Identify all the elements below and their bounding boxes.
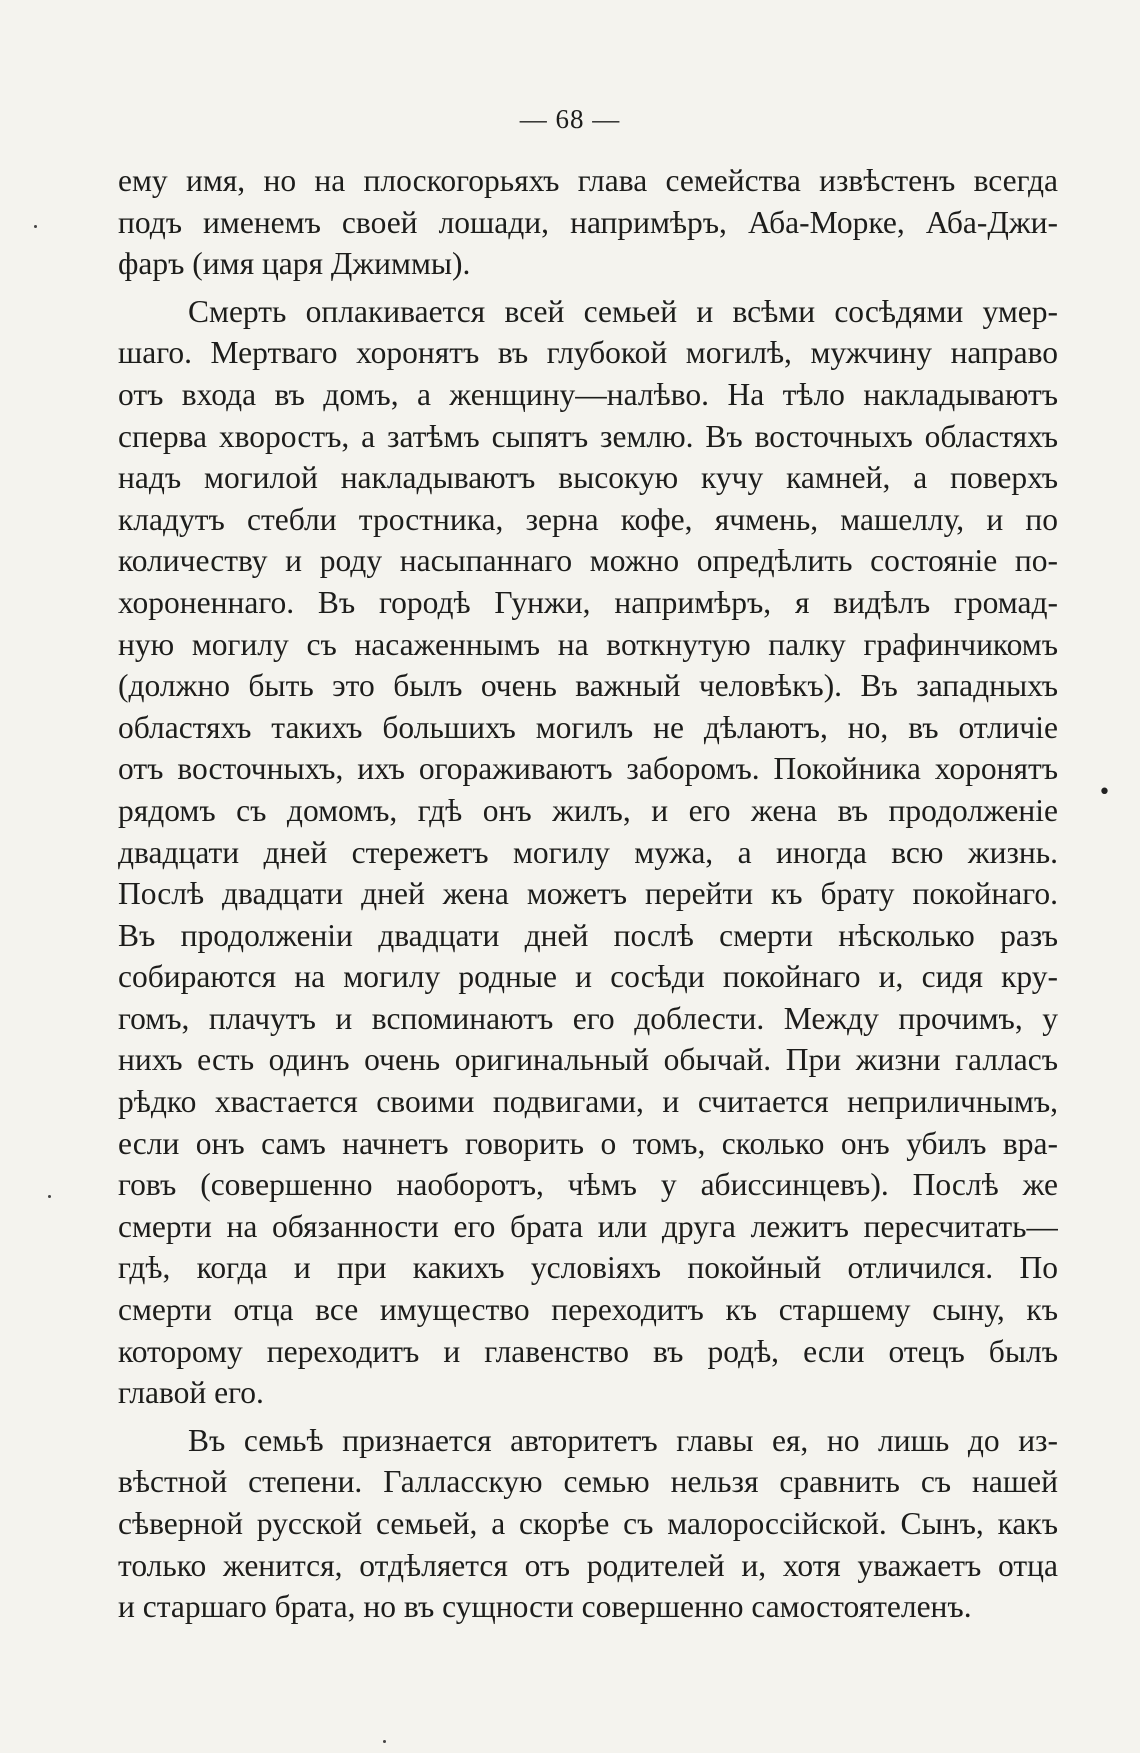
text-line: собираются на могилу родные и сосѣди покойнаго и, сидя кру-: [118, 959, 1058, 995]
text-line: сперва хворостъ, а затѣмъ сыпятъ землю. Въ восточныхъ областяхъ: [118, 418, 1058, 454]
text-line: рѣдко хвастается своими подвигами, и считается неприличнымъ,: [118, 1084, 1058, 1120]
text-line: областяхъ такихъ большихъ могилъ не дѣлаютъ, но, въ отличіе: [118, 709, 1058, 745]
text-line: (должно быть это былъ очень важный человѣкъ). Въ западныхъ: [118, 668, 1058, 704]
text-line: Въ продолженіи двадцати дней послѣ смерти нѣсколько разъ: [118, 917, 1058, 953]
text-line: кладутъ стебли тростника, зерна кофе, ячмень, машеллу, и по: [118, 501, 1058, 537]
text-line: гомъ, плачутъ и вспоминаютъ его доблести. Между прочимъ, у: [118, 1000, 1058, 1036]
text-line: нихъ есть одинъ очень оригинальный обычай. При жизни галласъ: [118, 1042, 1058, 1078]
text-line: хороненнаго. Въ городѣ Гунжи, напримѣръ, я видѣлъ громад-: [118, 584, 1058, 620]
text-line: только женится, отдѣляется отъ родителей и, хотя уважаетъ отца: [118, 1547, 1058, 1583]
text-line: Смерть оплакивается всей семьей и всѣми сосѣдями умер-: [188, 293, 1058, 329]
text-line: главой его.: [118, 1375, 264, 1411]
text-line: которому переходитъ и главенство въ родѣ, если отецъ былъ: [118, 1333, 1058, 1369]
text-line: двадцати дней стережетъ могилу мужа, а иногда всю жизнь.: [118, 834, 1058, 870]
paragraph: [118, 291, 1058, 1414]
text-line: ему имя, но на плоскогорьяхъ глава семейства извѣстенъ всегда: [118, 163, 1058, 198]
page-number: — 68 —: [519, 104, 621, 134]
paragraph: [118, 160, 1058, 285]
dust-speck: [383, 1740, 386, 1743]
text-line: сѣверной русской семьей, а скорѣе съ малороссійской. Сынъ, какъ: [118, 1506, 1058, 1541]
text-line: если онъ самъ начнетъ говорить о томъ, сколько онъ убилъ вра-: [118, 1125, 1058, 1161]
text-line: говъ (совершенно наоборотъ, чѣмъ у абиссинцевъ). Послѣ же: [118, 1167, 1058, 1203]
text-line: фаръ (имя царя Джиммы).: [118, 246, 471, 282]
text-line: подъ именемъ своей лошади, напримѣръ, Аба-Морке, Аба-Джи-: [118, 204, 1058, 240]
text-line: гдѣ, когда и при какихъ условіяхъ покойный отличился. По: [118, 1250, 1058, 1286]
text-line: вѣстной степени. Галласскую семью нельзя сравнить съ нашей: [118, 1464, 1058, 1500]
text-line: ную могилу съ насаженнымъ на воткнутую палку графинчикомъ: [118, 626, 1058, 662]
body-text: [118, 160, 1058, 1628]
paragraph: [118, 1420, 1058, 1628]
text-line: Въ семьѣ признается авторитетъ главы ея, но лишь до из-: [188, 1422, 1058, 1458]
text-line: шаго. Мертваго хоронятъ въ глубокой могилѣ, мужчину направо: [118, 335, 1058, 371]
text-line: рядомъ съ домомъ, гдѣ онъ жилъ, и его жена въ продолженіе: [118, 792, 1058, 828]
text-line: отъ восточныхъ, ихъ огораживаютъ заборомъ. Покойника хоронятъ: [118, 751, 1058, 787]
text-line: надъ могилой накладываютъ высокую кучу камней, а поверхъ: [118, 460, 1058, 496]
text-line: и старшаго брата, но въ сущности совершенно самостоятеленъ.: [118, 1589, 972, 1625]
text-line: отъ входа въ домъ, а женщину—налѣво. На тѣло накладываютъ: [118, 376, 1058, 412]
text-line: количеству и роду насыпаннаго можно опредѣлить состояніе по-: [118, 543, 1058, 579]
dust-speck: [34, 225, 37, 228]
dust-speck: [48, 1195, 51, 1198]
text-line: смерти отца все имущество переходитъ къ старшему сыну, къ: [118, 1292, 1058, 1328]
text-line: Послѣ двадцати дней жена можетъ перейти къ брату покойнаго.: [118, 876, 1058, 912]
margin-mark: •: [1098, 780, 1111, 805]
text-line: смерти на обязанности его брата или друга лежитъ пересчитать—: [118, 1208, 1058, 1244]
